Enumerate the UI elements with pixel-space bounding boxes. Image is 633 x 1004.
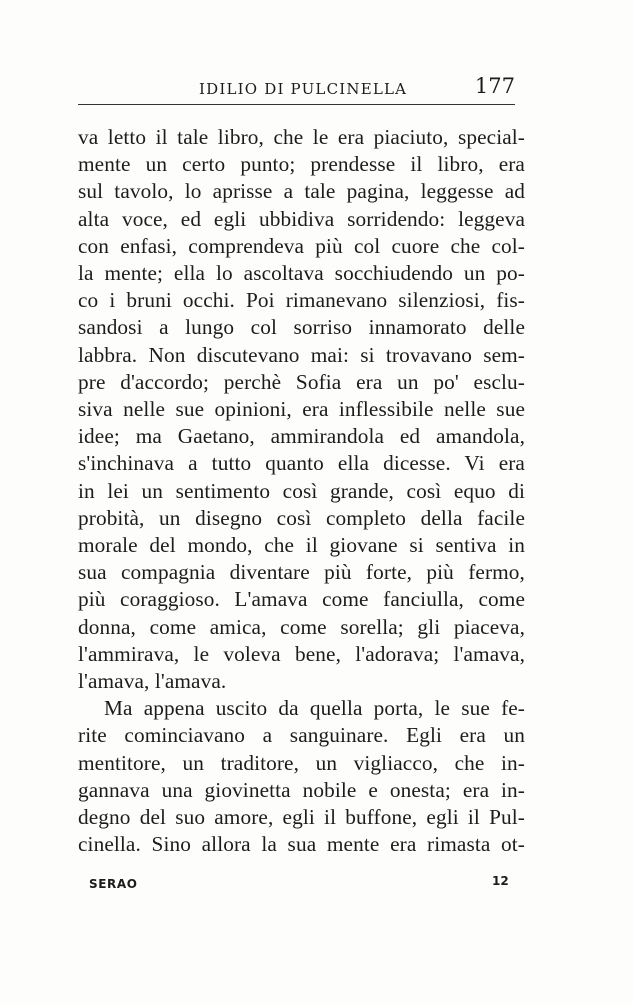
text-line: idee; ma Gaetano, ammirandola ed amandola,	[78, 424, 525, 449]
text-line: morale del mondo, che il giovane si sentiva in	[78, 533, 525, 558]
text-line: gannava una giovinetta nobile e onesta; era in-	[78, 777, 525, 802]
text-line: probità, un disegno così completo della facile	[78, 505, 525, 530]
running-header	[78, 74, 515, 105]
running-title: IDILIO DI PULCINELLA	[199, 80, 408, 98]
text-line: siva nelle sue opinioni, era inflessibile nelle sue	[78, 397, 525, 422]
text-line: con enfasi, comprendeva più col cuore che col-	[78, 233, 525, 258]
text-line: più coraggioso. L'amava come fanciulla, come	[78, 587, 525, 612]
text-line: cinella. Sino allora la sua mente era rimasta ot-	[78, 832, 525, 857]
text-line: co i bruni occhi. Poi rimanevano silenziosi, fis-	[78, 288, 525, 313]
text-line: rite cominciavano a sanguinare. Egli era un	[78, 723, 525, 748]
text-line: mente un certo punto; prendesse il libro, era	[78, 152, 525, 177]
body-text	[78, 124, 525, 858]
text-line: mentitore, un traditore, un vigliacco, che in-	[78, 750, 525, 775]
text-line: sandosi a lungo col sorriso innamorato delle	[78, 315, 525, 340]
signature-mark: 12	[492, 874, 509, 888]
text-line: alta voce, ed egli ubbidiva sorridendo: leggeva	[78, 206, 525, 231]
text-line: pre d'accordo; perchè Sofia era un po' esclu-	[78, 369, 525, 394]
text-line: degno del suo amore, egli il buffone, egli il Pul-	[78, 805, 525, 830]
text-line: s'inchinava a tutto quanto ella dicesse. Vi era	[78, 451, 525, 476]
text-line: donna, come amica, come sorella; gli piaceva,	[78, 614, 525, 639]
paragraph-start-line: Ma appena uscito da quella porta, le sue fe-	[104, 696, 525, 721]
footer-author: SERAO	[89, 877, 138, 891]
text-line: sua compagnia diventare più forte, più fermo,	[78, 560, 525, 585]
paragraph-end-line: l'amava, l'amava.	[78, 669, 227, 694]
text-line: va letto il tale libro, che le era piaciuto, special-	[78, 125, 525, 149]
text-line: in lei un sentimento così grande, così equo di	[78, 478, 525, 503]
text-line: sul tavolo, lo aprisse a tale pagina, leggesse ad	[78, 179, 525, 204]
page-number: 177	[474, 74, 515, 98]
text-line: labbra. Non discutevano mai: si trovavano sem-	[78, 342, 525, 367]
text-line: l'ammirava, le voleva bene, l'adorava; l'amava,	[78, 641, 525, 666]
text-line: la mente; ella lo ascoltava socchiudendo un po-	[78, 261, 525, 286]
